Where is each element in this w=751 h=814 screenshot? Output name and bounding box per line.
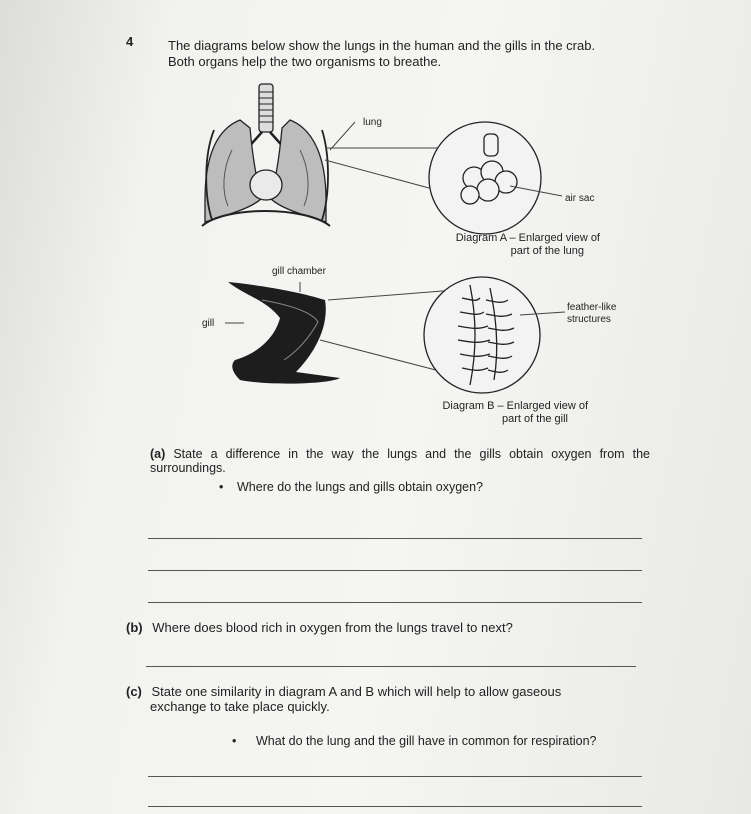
answer-line-a3[interactable] bbox=[148, 602, 642, 603]
answer-line-c2[interactable] bbox=[148, 806, 642, 807]
answer-line-c1[interactable] bbox=[148, 776, 642, 777]
answer-line-a1[interactable] bbox=[148, 538, 642, 539]
part-b-prefix: (b) bbox=[126, 620, 143, 635]
crab-gill-diagram bbox=[228, 282, 340, 384]
answer-line-b1[interactable] bbox=[146, 666, 636, 667]
part-b-text: Where does blood rich in oxygen from the lungs travel to next? bbox=[152, 620, 513, 635]
diagram-b-caption-line1: Diagram B – Enlarged view of bbox=[442, 400, 588, 412]
label-air-sac: air sac bbox=[565, 193, 595, 204]
diagram-a-caption-line1: Diagram A – Enlarged view of bbox=[455, 232, 600, 244]
part-a-hint: Where do the lungs and gills obtain oxygen? bbox=[237, 480, 483, 494]
answer-line-a2[interactable] bbox=[148, 570, 642, 571]
part-a-prefix: (a) bbox=[150, 447, 166, 461]
question-number: 4 bbox=[126, 34, 134, 49]
part-c-question bbox=[126, 684, 561, 699]
part-c-hint: What do the lung and the gill have in common for respiration? bbox=[256, 734, 597, 748]
air-sac-enlarged-view bbox=[429, 122, 541, 234]
label-gill-chamber: gill chamber bbox=[272, 266, 326, 277]
part-c-line2: exchange to take place quickly. bbox=[150, 699, 330, 714]
question-intro-line2: Both organs help the two organisms to breathe. bbox=[168, 54, 442, 69]
part-c-prefix: (c) bbox=[126, 684, 142, 699]
part-a-question bbox=[150, 447, 650, 475]
diagram-a-caption-line2: part of the lung bbox=[510, 245, 584, 257]
feather-structures-enlarged-view bbox=[424, 277, 540, 393]
part-b-question bbox=[126, 620, 513, 635]
human-lungs-diagram bbox=[202, 84, 330, 226]
label-lung: lung bbox=[363, 117, 382, 128]
part-c-bullet: • bbox=[232, 734, 237, 748]
part-c-line1: State one similarity in diagram A and B which will help to allow gaseous bbox=[151, 684, 562, 699]
label-gill: gill bbox=[202, 318, 215, 329]
question-intro-line1: The diagrams below show the lungs in the human and the gills in the crab. bbox=[168, 38, 596, 53]
label-feather-like-line1: feather-like bbox=[567, 302, 617, 313]
diagram-b-caption-line2: part of the gill bbox=[501, 413, 568, 425]
part-a-text: State a difference in the way the lungs and the gills obtain oxygen from the surroundings. bbox=[150, 447, 650, 475]
label-feather-like-line2: structures bbox=[567, 314, 611, 325]
part-a-bullet: • bbox=[219, 480, 224, 494]
